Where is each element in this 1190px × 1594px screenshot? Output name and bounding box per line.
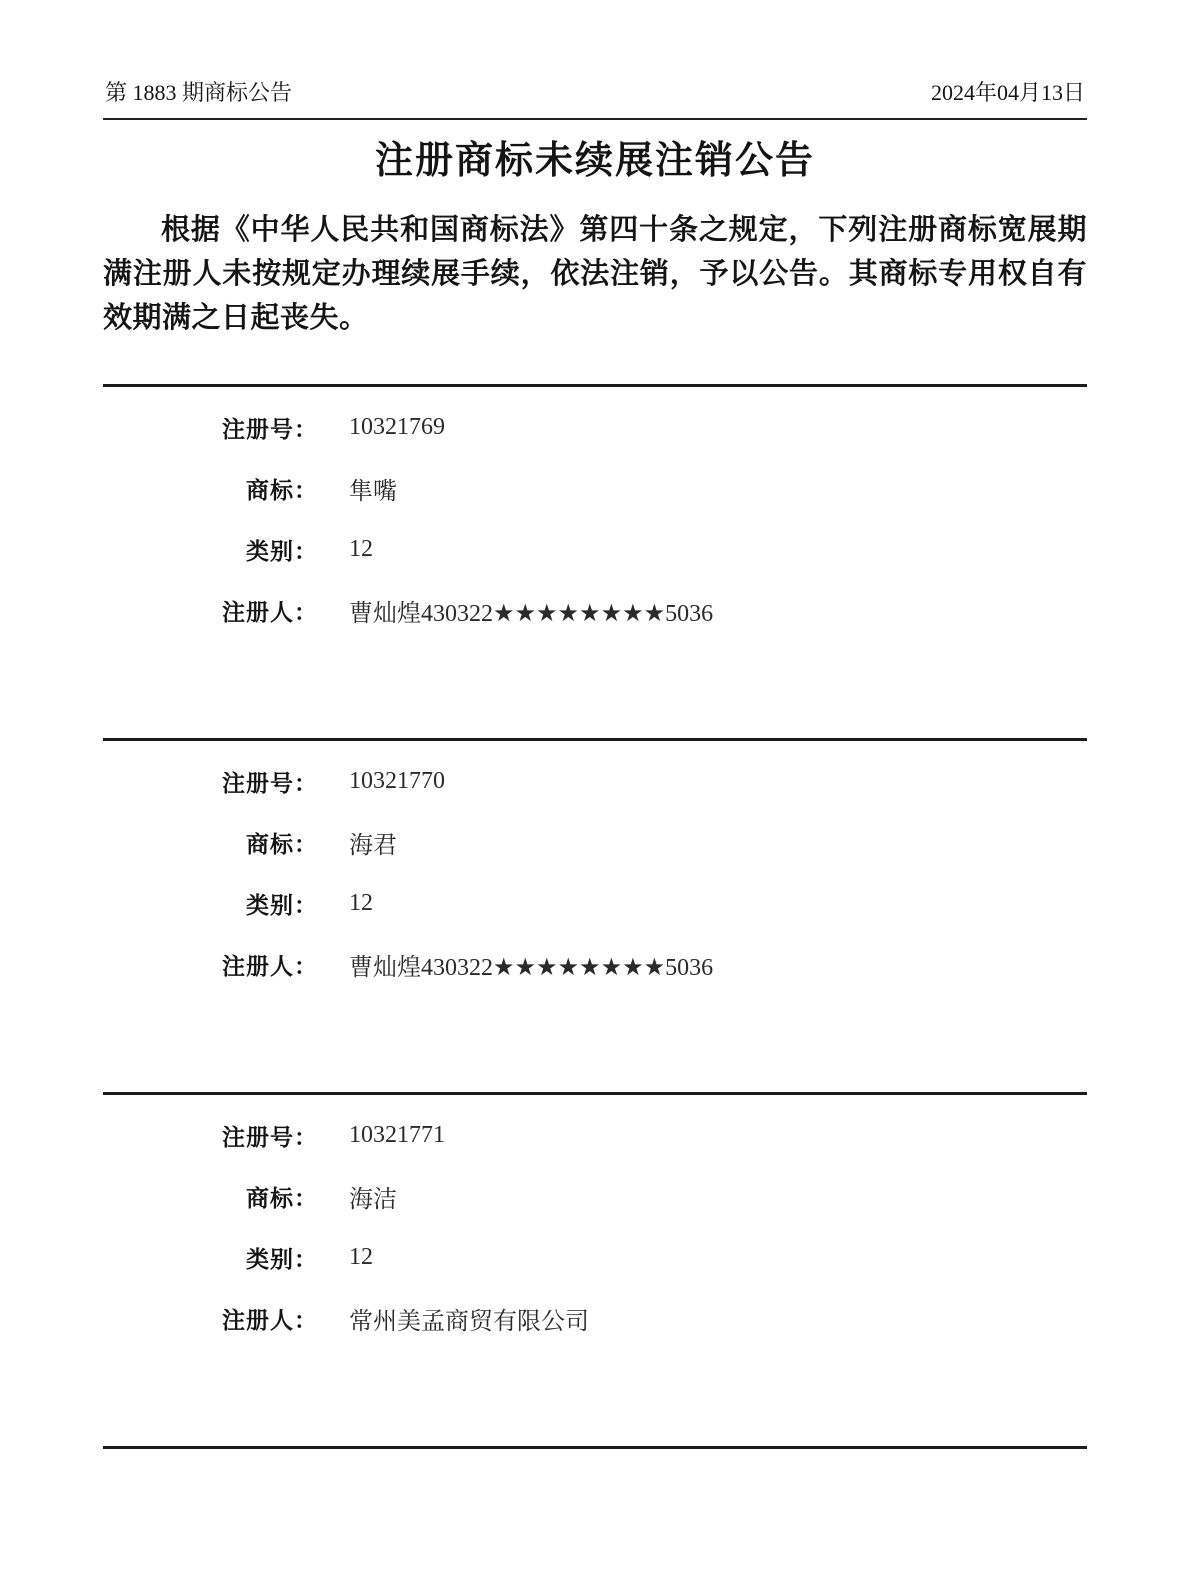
registrant-value: 曹灿煌430322★★★★★★★★5036	[349, 955, 714, 981]
registrant-label: 注册人：	[222, 954, 318, 979]
field-row-reg-no	[103, 397, 1087, 458]
registrant-value: 常州美孟商贸有限公司	[349, 1309, 589, 1335]
field-row-reg-no	[103, 1105, 1087, 1166]
reg-no-value: 10321771	[349, 1122, 445, 1148]
reg-no-label: 注册号：	[222, 417, 318, 442]
trademark-value: 海洁	[349, 1187, 397, 1213]
page-title: 注册商标未续展注销公告	[374, 140, 815, 182]
field-row-trademark	[103, 458, 1087, 519]
field-row-category	[103, 1227, 1087, 1288]
field-row-reg-no	[103, 751, 1087, 812]
issue-label: 第 1883 期商标公告	[105, 80, 293, 105]
date-label: 2024年04月13日	[930, 80, 1085, 105]
trademark-value: 海君	[349, 833, 397, 859]
reg-no-value: 10321769	[349, 414, 445, 440]
page-header	[103, 80, 1087, 120]
field-row-registrant	[103, 580, 1087, 641]
field-row-registrant	[103, 934, 1087, 995]
intro-paragraph: 根据《中华人民共和国商标法》第四十条之规定，下列注册商标宽展期满注册人未按规定办理续展手续，依法注销，予以公告。其商标专用权自有效期满之日起丧失。	[103, 214, 1087, 334]
trademark-label: 商标：	[246, 832, 318, 857]
record-block-2	[103, 738, 1087, 1092]
category-label: 类别：	[246, 539, 318, 564]
category-label: 类别：	[246, 1247, 318, 1272]
record-block-3	[103, 1092, 1087, 1446]
category-value: 12	[349, 1244, 373, 1270]
records-list	[103, 384, 1087, 1449]
field-row-category	[103, 873, 1087, 934]
field-row-registrant	[103, 1288, 1087, 1349]
trademark-value: 隼嘴	[349, 479, 397, 505]
field-row-category	[103, 519, 1087, 580]
reg-no-label: 注册号：	[222, 1125, 318, 1150]
registrant-label: 注册人：	[222, 600, 318, 625]
reg-no-label: 注册号：	[222, 771, 318, 796]
record-block-1	[103, 384, 1087, 738]
category-label: 类别：	[246, 893, 318, 918]
trademark-label: 商标：	[246, 478, 318, 503]
registrant-value: 曹灿煌430322★★★★★★★★5036	[349, 601, 714, 627]
trademark-label: 商标：	[246, 1186, 318, 1211]
field-row-trademark	[103, 812, 1087, 873]
category-value: 12	[349, 536, 373, 562]
field-row-trademark	[103, 1166, 1087, 1227]
registrant-label: 注册人：	[222, 1308, 318, 1333]
category-value: 12	[349, 890, 373, 916]
reg-no-value: 10321770	[349, 768, 445, 794]
